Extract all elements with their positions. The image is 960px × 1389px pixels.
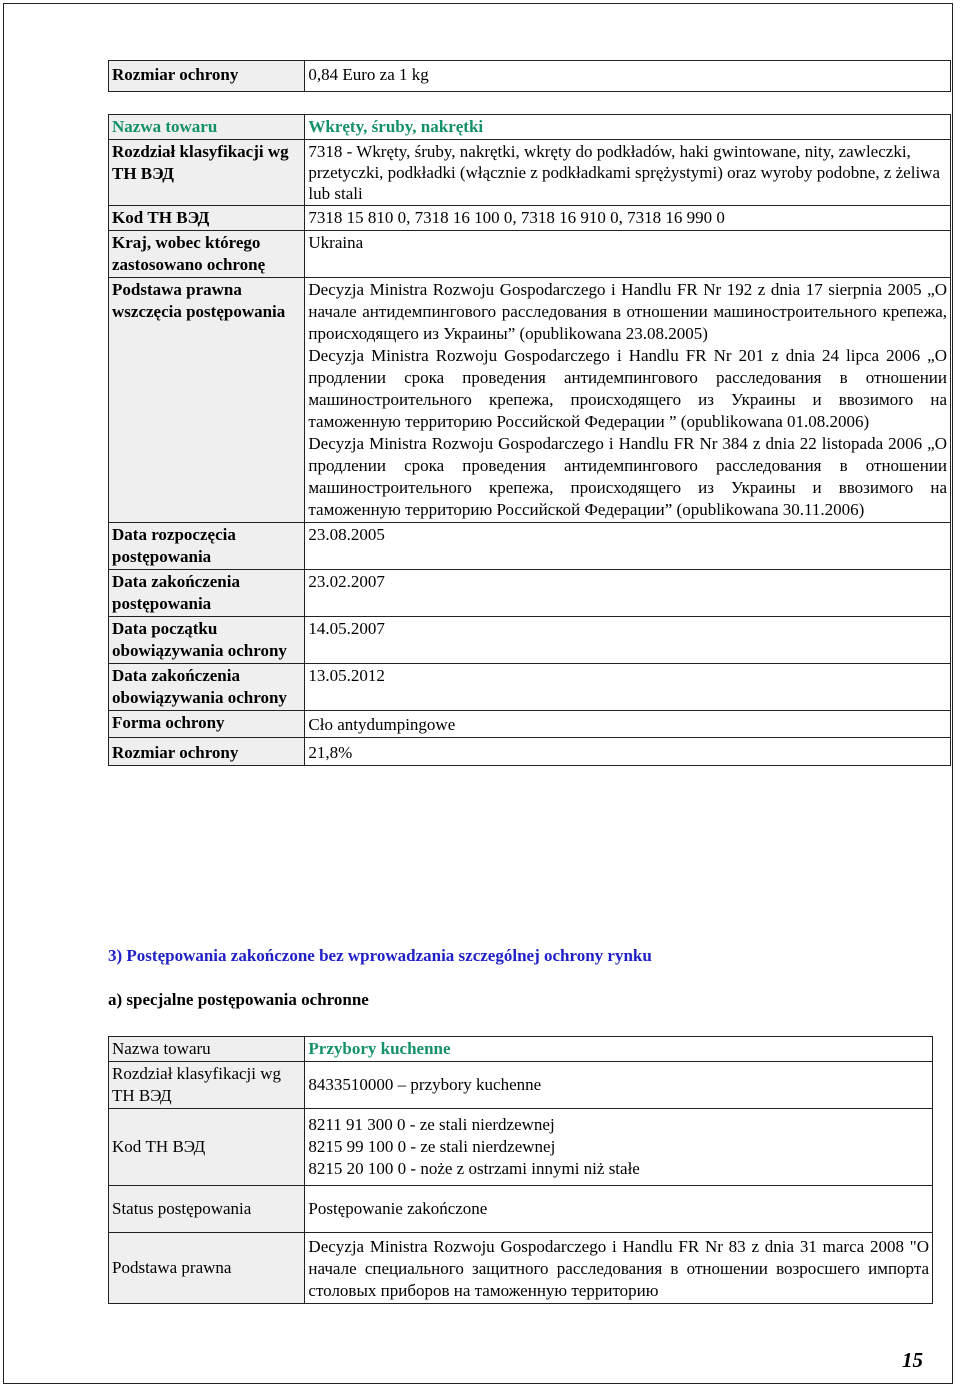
table-row <box>109 231 951 278</box>
decision-1: Decyzja Ministra Rozwoju Gospodarczego i Handlu FR Nr 192 z dnia 17 sierpnia 2005 „О начале антидемпингового расследования в отношении машиностроительного крепежа, происходящего из Украины” (opublikowana 23.08.2005) <box>308 280 947 343</box>
data-poczatku-ochrony-value: 14.05.2007 <box>305 617 951 664</box>
data-zakonczenia-value: 23.02.2007 <box>305 570 951 617</box>
table-row <box>109 711 951 738</box>
code-line: 8211 91 300 0 - ze stali nierdzewnej <box>308 1115 555 1134</box>
data-rozpoczecia-value: 23.08.2005 <box>305 523 951 570</box>
data-zakonczenia-ochrony-label: Data zakończenia obowiązywania ochrony <box>109 664 305 711</box>
kraj-label: Kraj, wobec którego zastosowano ochronę <box>109 231 305 278</box>
table-row <box>109 570 951 617</box>
table-row <box>109 617 951 664</box>
data-poczatku-ochrony-label: Data początku obowiązywania ochrony <box>109 617 305 664</box>
forma-ochrony-value: Cło antydumpingowe <box>305 711 951 738</box>
table-row <box>109 1233 933 1304</box>
forma-ochrony-label: Forma ochrony <box>109 711 305 738</box>
podstawa-label-3: Podstawa prawna <box>109 1233 305 1304</box>
table-row <box>109 523 951 570</box>
podstawa-value-3: Decyzja Ministra Rozwoju Gospodarczego i Handlu FR Nr 83 z dnia 31 marca 2008 "О начале специального защитного расследования в отношении возросшего импорта столовых приборов на таможенную территорию <box>305 1233 933 1304</box>
decision-3: Decyzja Ministra Rozwoju Gospodarczego i Handlu FR Nr 384 z dnia 22 listopada 2006 „О продлении срока проведения антидемпингового расследования в отношении машиностроительного крепежа, происходящего из Украины и ввозимого на таможенную территорию Российской Федерации” (opublikowana 30.11.2006) <box>308 434 947 519</box>
rozmiar-ochrony-value-2: 21,8% <box>305 738 951 766</box>
podstawa-prawna-label: Podstawa prawna wszczęcia postępowania <box>109 278 305 523</box>
table-row <box>109 61 951 92</box>
data-zakonczenia-label: Data zakończenia postępowania <box>109 570 305 617</box>
status-value-3: Postępowanie zakończone <box>305 1186 933 1233</box>
nazwa-towaru-value-3: Przybory kuchenne <box>305 1037 933 1062</box>
kod-label: Kod ТН ВЭД <box>109 206 305 231</box>
table-row <box>109 738 951 766</box>
data-zakonczenia-ochrony-value: 13.05.2012 <box>305 664 951 711</box>
section-heading-3: 3) Postępowania zakończone bez wprowadzania szczególnej ochrony rynku <box>108 946 652 965</box>
rozdzial-value-3: 8433510000 – przybory kuchenne <box>305 1062 933 1109</box>
kod-label-3: Kod ТН ВЭД <box>109 1109 305 1186</box>
nazwa-towaru-value: Wkręty, śruby, nakrętki <box>305 115 951 140</box>
kod-value: 7318 15 810 0, 7318 16 100 0, 7318 16 910 0, 7318 16 990 0 <box>305 206 951 231</box>
table-row <box>109 115 951 140</box>
kraj-value: Ukraina <box>305 231 951 278</box>
code-line: 8215 99 100 0 - ze stali nierdzewnej <box>308 1137 556 1156</box>
data-rozpoczecia-label: Data rozpoczęcia postępowania <box>109 523 305 570</box>
table-row <box>109 140 951 206</box>
table-wkrety <box>108 114 951 766</box>
rozmiar-ochrony-value: 0,84 Euro za 1 kg <box>305 61 951 92</box>
page-number: 15 <box>902 1348 923 1372</box>
table-row <box>109 1037 933 1062</box>
kod-values-3 <box>305 1109 933 1186</box>
rozmiar-ochrony-label-2: Rozmiar ochrony <box>109 738 305 766</box>
table-row <box>109 664 951 711</box>
rozdzial-label-3: Rozdział klasyfikacji wg ТН ВЭД <box>109 1062 305 1109</box>
nazwa-towaru-label-3: Nazwa towaru <box>109 1037 305 1062</box>
table-row <box>109 278 951 523</box>
table-row <box>109 206 951 231</box>
decision-2: Decyzja Ministra Rozwoju Gospodarczego i Handlu FR Nr 201 z dnia 24 lipca 2006 „О продлении срока проведения антидемпингового расследования в отношении машиностроительного крепежа, происходящего из Украины и ввозимого на таможенную территорию Российской Федерации ” (opublikowana 01.08.2006) <box>308 346 947 431</box>
podstawa-prawna-value <box>305 278 951 523</box>
table-przybory <box>108 1036 933 1304</box>
status-label-3: Status postępowania <box>109 1186 305 1233</box>
rozdzial-klasyfikacji-label: Rozdział klasyfikacji wg ТН ВЭД <box>109 140 305 206</box>
rozmiar-ochrony-label: Rozmiar ochrony <box>109 61 305 92</box>
table-row <box>109 1186 933 1233</box>
nazwa-towaru-label: Nazwa towaru <box>109 115 305 140</box>
code-line: 8215 20 100 0 - noże z ostrzami innymi niż stałe <box>308 1159 640 1178</box>
table-row <box>109 1062 933 1109</box>
section-heading-a: a) specjalne postępowania ochronne <box>108 990 369 1009</box>
table-protection-size-top <box>108 60 951 92</box>
table-row <box>109 1109 933 1186</box>
rozdzial-klasyfikacji-value: 7318 - Wkręty, śruby, nakrętki, wkręty do podkładów, haki gwintowane, nity, zawleczki, przetyczki, podkładki (włącznie z podkładkami sprężystymi) oraz wyroby podobne, z żeliwa lub stali <box>305 140 951 206</box>
